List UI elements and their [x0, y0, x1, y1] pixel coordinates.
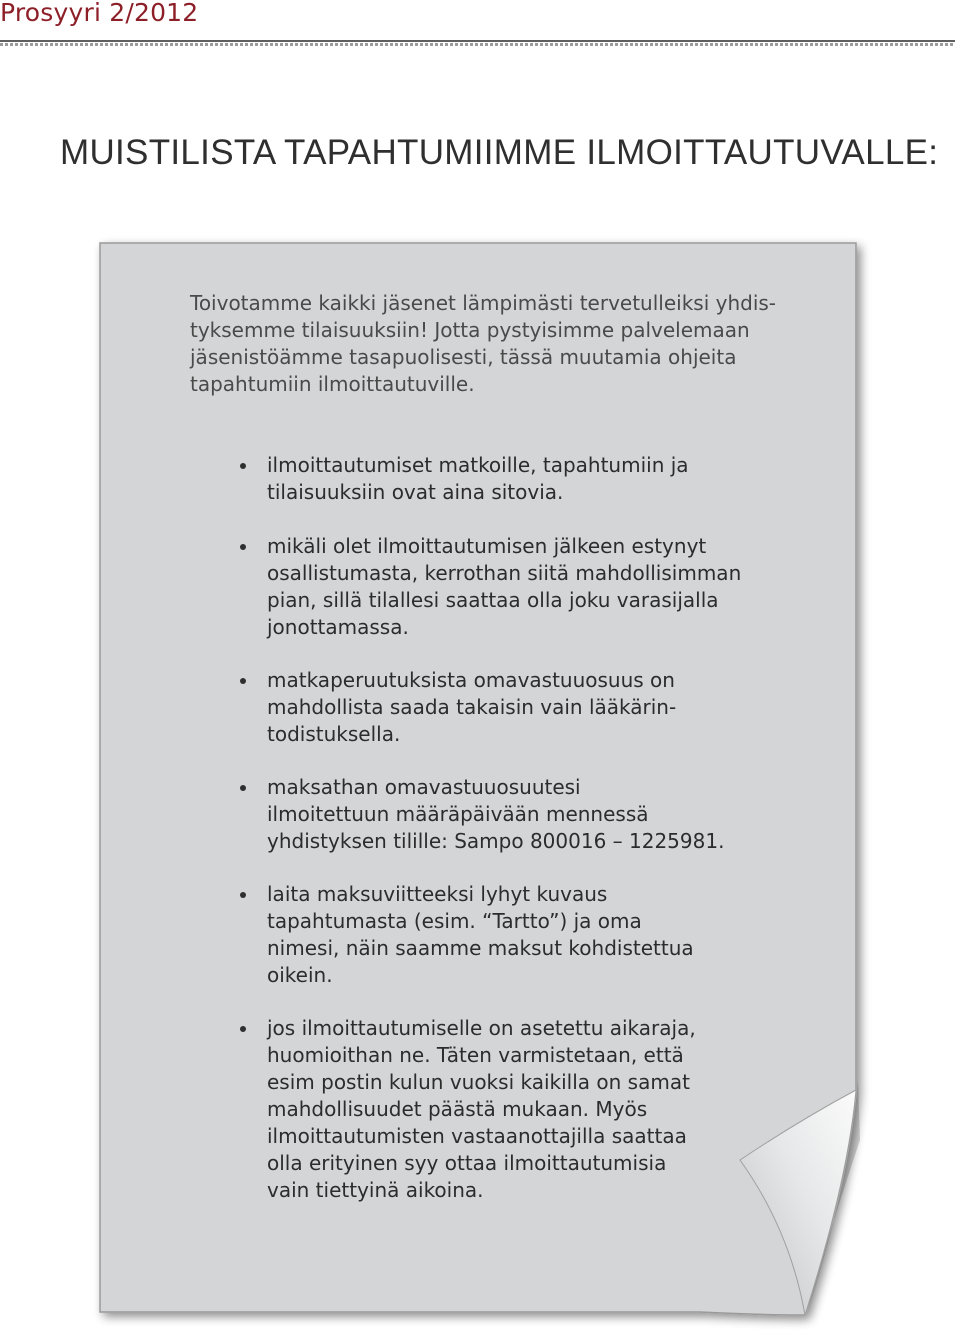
header-title: Prosyyri 2/2012	[0, 0, 199, 27]
bullet-line: oikein.	[267, 963, 333, 987]
bullet-icon	[240, 678, 246, 684]
bullet-line: olla erityinen syy ottaa ilmoittautumisia	[267, 1151, 667, 1175]
bullet-line: pian, sillä tilallesi saattaa olla joku varasijalla	[267, 588, 719, 612]
bullet-text	[267, 774, 724, 855]
bullet-line: jonottamassa.	[267, 615, 409, 639]
bullet-line: mikäli olet ilmoittautumisen jälkeen estynyt	[267, 534, 707, 558]
page-title: MUISTILISTA TAPAHTUMIIMME ILMOITTAUTUVALLE:	[60, 133, 939, 172]
bullet-line: huomioithan ne. Täten varmistetaan, että	[267, 1043, 684, 1067]
intro-line: Toivotamme kaikki jäsenet lämpimästi tervetulleiksi yhdis-	[190, 291, 777, 315]
bullet-text	[267, 881, 694, 989]
bullet-line: mahdollisuudet päästä mukaan. Myös	[267, 1097, 648, 1121]
bullet-text	[267, 452, 689, 506]
bullet-line: yhdistyksen tilille: Sampo 800016 – 1225981.	[267, 829, 725, 853]
bullet-text	[267, 667, 676, 748]
bullet-icon	[240, 463, 246, 469]
bullet-icon	[240, 1026, 246, 1032]
bullet-line: ilmoittautumisten vastaanottajilla saattaa	[267, 1124, 687, 1148]
bullet-icon	[240, 544, 246, 550]
bullet-line: tapahtumasta (esim. “Tartto”) ja oma	[267, 909, 642, 933]
bullet-line: tilaisuuksiin ovat aina sitovia.	[267, 480, 564, 504]
bullet-line: ilmoitettuun määräpäivään mennessä	[267, 802, 649, 826]
bullet-line: nimesi, näin saamme maksut kohdistettua	[267, 936, 694, 960]
bullet-line: todistuksella.	[267, 722, 401, 746]
bullet-line: laita maksuviitteeksi lyhyt kuvaus	[267, 882, 608, 906]
bullet-line: matkaperuutuksista omavastuuosuus on	[267, 668, 675, 692]
bullet-line: maksathan omavastuuosuutesi	[267, 775, 581, 799]
bullet-text	[267, 533, 741, 641]
bullet-icon	[240, 785, 246, 791]
intro-line: tapahtumiin ilmoittautuville.	[190, 372, 475, 396]
bullet-icon	[240, 892, 246, 898]
bullet-line: esim postin kulun vuoksi kaikilla on samat	[267, 1070, 690, 1094]
intro-line: jäsenistöämme tasapuolisesti, tässä muutamia ohjeita	[190, 345, 737, 369]
intro-line: tyksemme tilaisuuksiin! Jotta pystyisimme palvelemaan	[190, 318, 750, 342]
bullet-line: mahdollista saada takaisin vain lääkärin-	[267, 695, 677, 719]
bullet-line: osallistumasta, kerrothan siitä mahdollisimman	[267, 561, 742, 585]
intro-paragraph	[190, 290, 830, 398]
bullet-line: ilmoittautumiset matkoille, tapahtumiin ja	[267, 453, 689, 477]
bullet-line: jos ilmoittautumiselle on asetettu aikaraja,	[267, 1016, 696, 1040]
bullet-text	[267, 1015, 696, 1204]
bullet-line: vain tiettyinä aikoina.	[267, 1178, 484, 1202]
